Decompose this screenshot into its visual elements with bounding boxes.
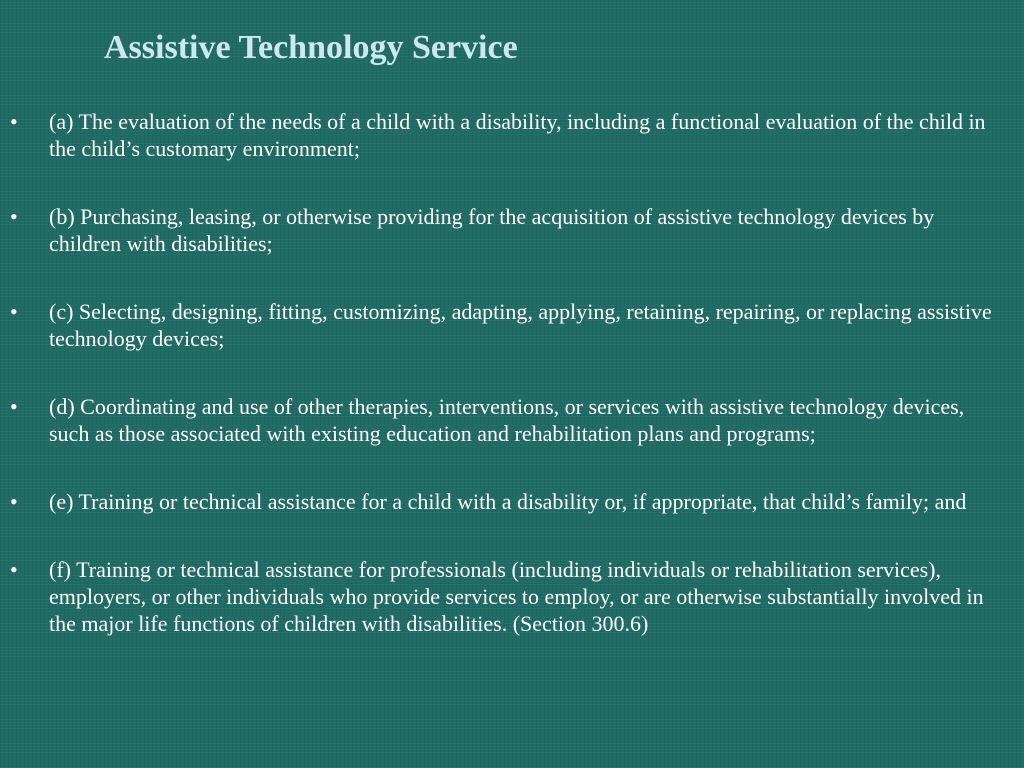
bullet-dot-icon: •	[10, 299, 18, 324]
bullet-item-f	[0, 556, 1000, 637]
bullet-text-f: (f) Training or technical assistance for professionals (including individuals or rehabilitation services), employers, or other individuals who provide services to employ, or are otherwise substantially involved in the major life functions of children with disabilities. (Section 300.6)	[49, 557, 984, 636]
bullet-dot-icon: •	[10, 489, 18, 514]
bullet-dot-icon: •	[10, 204, 18, 229]
bullet-text-b: (b) Purchasing, leasing, or otherwise providing for the acquisition of assistive technology devices by children with disabilities;	[49, 204, 935, 256]
bullet-text-c: (c) Selecting, designing, fitting, customizing, adapting, applying, retaining, repairing, or replacing assistive technology devices;	[49, 299, 992, 351]
bullet-text-e: (e) Training or technical assistance for a child with a disability or, if appropriate, that child’s family; and	[49, 489, 967, 514]
bullet-dot-icon: •	[10, 109, 18, 134]
bullet-list	[0, 108, 1000, 637]
bullet-dot-icon: •	[10, 557, 18, 582]
slide-title: Assistive Technology Service	[104, 29, 518, 66]
bullet-item-a	[0, 108, 1000, 162]
bullet-text-d: (d) Coordinating and use of other therapies, interventions, or services with assistive technology devices, such as those associated with existing education and rehabilitation plans and programs;	[49, 394, 965, 446]
bullet-item-e	[0, 488, 1000, 515]
bullet-item-b	[0, 203, 1000, 257]
bullet-text-a: (a) The evaluation of the needs of a child with a disability, including a functional evaluation of the child in the child’s customary environment;	[49, 109, 986, 161]
bullet-dot-icon: •	[10, 394, 18, 419]
bullet-item-d	[0, 393, 1000, 447]
bullet-item-c	[0, 298, 1000, 352]
